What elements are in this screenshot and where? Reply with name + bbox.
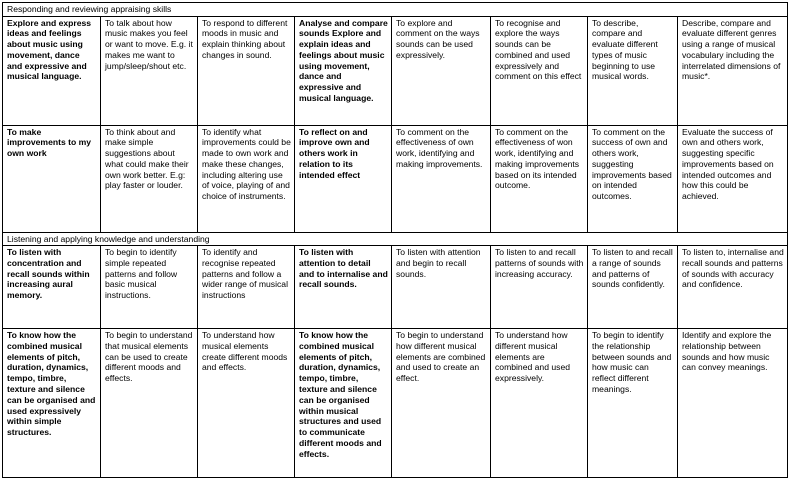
table-cell: To make improvements to my own work bbox=[3, 125, 101, 232]
table-cell: Identify and explore the relationship between sounds and how music can convey meanings. bbox=[678, 329, 788, 478]
table-cell: To know how the combined musical elements of pitch, duration, dynamics, tempo, timbre, texture and silence can be organised and used expressively within simple structures. bbox=[3, 329, 101, 478]
table-cell: To identify what improvements could be made to own work and make these changes, including altering use of voice, playing of and choice of instruments. bbox=[198, 125, 295, 232]
table-row bbox=[3, 246, 788, 329]
table-cell: To comment on the effectiveness of own work, identifying and making improvements. bbox=[392, 125, 491, 232]
table-cell: To identify and recognise repeated patterns and follow a wider range of musical instructions bbox=[198, 246, 295, 329]
curriculum-table bbox=[2, 2, 788, 478]
table-row bbox=[3, 16, 788, 125]
table-cell: To talk about how music makes you feel or want to move. E.g. it makes me want to jump/sleep/shout etc. bbox=[101, 16, 198, 125]
table-row bbox=[3, 125, 788, 232]
table-cell: To explore and comment on the ways sounds can be used expressively. bbox=[392, 16, 491, 125]
table-cell: To listen to, internalise and recall sounds and patterns of sounds with accuracy and confidence. bbox=[678, 246, 788, 329]
table-cell: To listen with attention to detail and to internalise and recall sounds. bbox=[295, 246, 392, 329]
table-cell: To listen to and recall patterns of sounds with increasing accuracy. bbox=[491, 246, 588, 329]
section-header-row bbox=[3, 232, 788, 246]
table-cell: To know how the combined musical elements of pitch, duration, dynamics, tempo, timbre, texture and silence can be organised within musical structures and used to communicate different moods and effects. bbox=[295, 329, 392, 478]
table-cell: To think about and make simple suggestions about what could make their own work better. E.g: play faster or louder. bbox=[101, 125, 198, 232]
table-cell: To begin to understand how different musical elements are combined and used to create an effect. bbox=[392, 329, 491, 478]
table-cell: To comment on the success of own and others work, suggesting improvements based on intended outcomes. bbox=[588, 125, 678, 232]
table-cell: To reflect on and improve own and others work in relation to its intended effect bbox=[295, 125, 392, 232]
table-cell: Analyse and compare sounds Explore and explain ideas and feelings about music using movement, dance and expressive and musical language. bbox=[295, 16, 392, 125]
table-cell: To begin to identify the relationship between sounds and how music can reflect different meanings. bbox=[588, 329, 678, 478]
table-row bbox=[3, 329, 788, 478]
section-title: Responding and reviewing appraising skills bbox=[3, 3, 788, 17]
table-cell: To begin to identify simple repeated patterns and follow basic musical instructions. bbox=[101, 246, 198, 329]
table-cell: To describe, compare and evaluate different types of music beginning to use musical words. bbox=[588, 16, 678, 125]
table-cell: To begin to understand that musical elements can be used to create different moods and effects. bbox=[101, 329, 198, 478]
table-cell: Evaluate the success of own and others work, suggesting specific improvements based on intended outcomes and how this could be achieved. bbox=[678, 125, 788, 232]
table-cell: To listen with concentration and recall sounds within increasing aural memory. bbox=[3, 246, 101, 329]
table-cell: To understand how musical elements create different moods and effects. bbox=[198, 329, 295, 478]
table-cell: To comment on the effectiveness of won work, identifying and making improvements based on its intended outcome. bbox=[491, 125, 588, 232]
table-cell: To understand how different musical elements are combined and used expressively. bbox=[491, 329, 588, 478]
table-cell: To respond to different moods in music and explain thinking about changes in sound. bbox=[198, 16, 295, 125]
section-header-row bbox=[3, 3, 788, 17]
table-cell: Describe, compare and evaluate different genres using a range of musical vocabulary including the interrelated dimensions of music*. bbox=[678, 16, 788, 125]
section-title: Listening and applying knowledge and understanding bbox=[3, 232, 788, 246]
table-cell: To listen to and recall a range of sounds and patterns of sounds confidently. bbox=[588, 246, 678, 329]
table-cell: To recognise and explore the ways sounds can be combined and used expressively and comment on this effect bbox=[491, 16, 588, 125]
table-cell: Explore and express ideas and feelings about music using movement, dance and expressive and musical language. bbox=[3, 16, 101, 125]
table-cell: To listen with attention and begin to recall sounds. bbox=[392, 246, 491, 329]
